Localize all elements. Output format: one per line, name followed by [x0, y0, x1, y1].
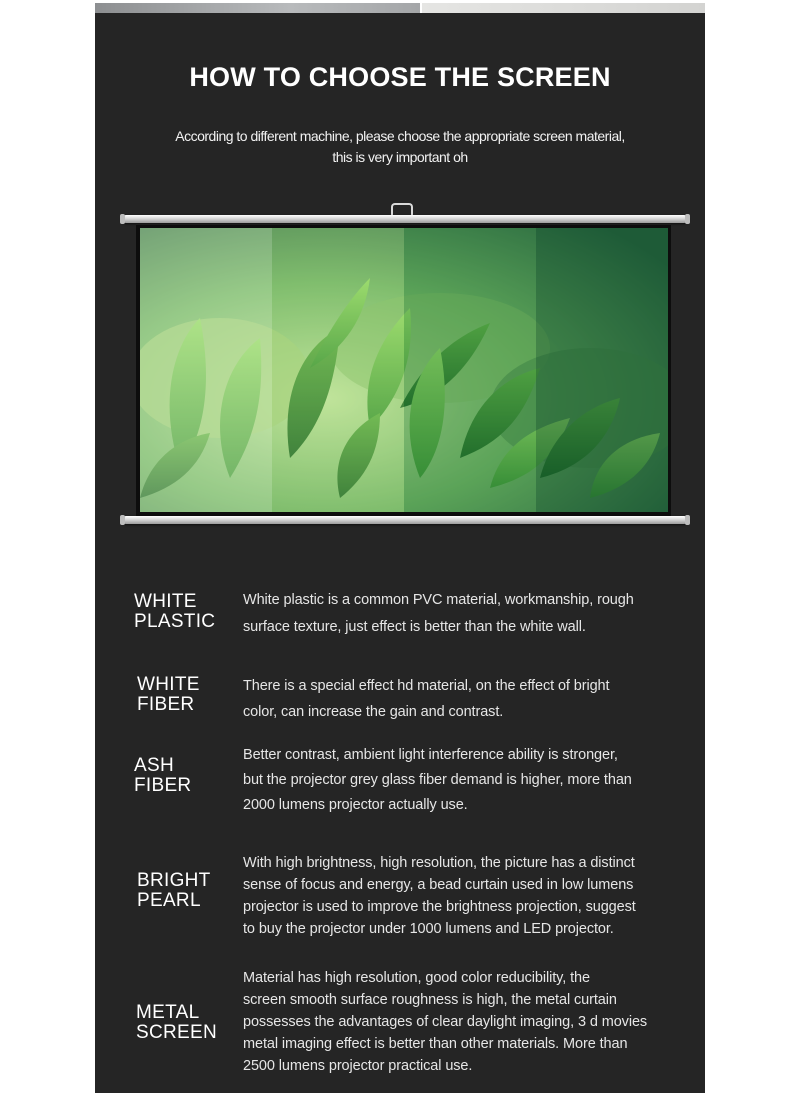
- material-label-metal-screen: METAL SCREEN: [136, 1002, 217, 1043]
- screen-bottom-rod: [122, 516, 688, 524]
- material-label-bright-pearl: BRIGHT PEARL: [137, 870, 211, 911]
- screen-top-rod: [122, 215, 688, 223]
- page-subtitle: [95, 126, 705, 168]
- material-label-white-fiber: WHITE FIBER: [137, 674, 200, 715]
- subtitle-line: this is very important oh: [332, 149, 468, 165]
- plant-photo-illustration: [140, 228, 668, 512]
- material-description-white-fiber: There is a special effect hd material, on the effect of bright color, can increase the gain and contrast.: [243, 678, 610, 720]
- material-description-ash-fiber: Better contrast, ambient light interference ability is stronger, but the projector grey glass fiber demand is higher, more than 2000 lumens projector actually use.: [243, 747, 632, 813]
- material-label-ash-fiber: ASH FIBER: [134, 755, 192, 796]
- material-description-metal-screen: Material has high resolution, good color reducibility, the screen smooth surface roughness is high, the metal curtain possesses the advantages of clear daylight imaging, 3 d movies metal imaging effect is better than other materials. More than 2500 lumens projector practical use.: [243, 970, 648, 1074]
- material-description-bright-pearl: With high brightness, high resolution, the picture has a distinct sense of focus and energy, a bead curtain used in low lumens projector is used to improve the brightness projection, suggest to buy the projector under 1000 lumens and LED projector.: [243, 855, 636, 937]
- subtitle-line: According to different machine, please choose the appropriate screen material,: [175, 128, 625, 144]
- material-label-white-plastic: WHITE PLASTIC: [134, 591, 216, 632]
- page-title: HOW TO CHOOSE THE SCREEN: [189, 62, 611, 92]
- material-description-white-plastic: White plastic is a common PVC material, workmanship, rough surface texture, just effect is better than the white wall.: [243, 592, 634, 635]
- screen-material-comparison-image: [140, 228, 668, 512]
